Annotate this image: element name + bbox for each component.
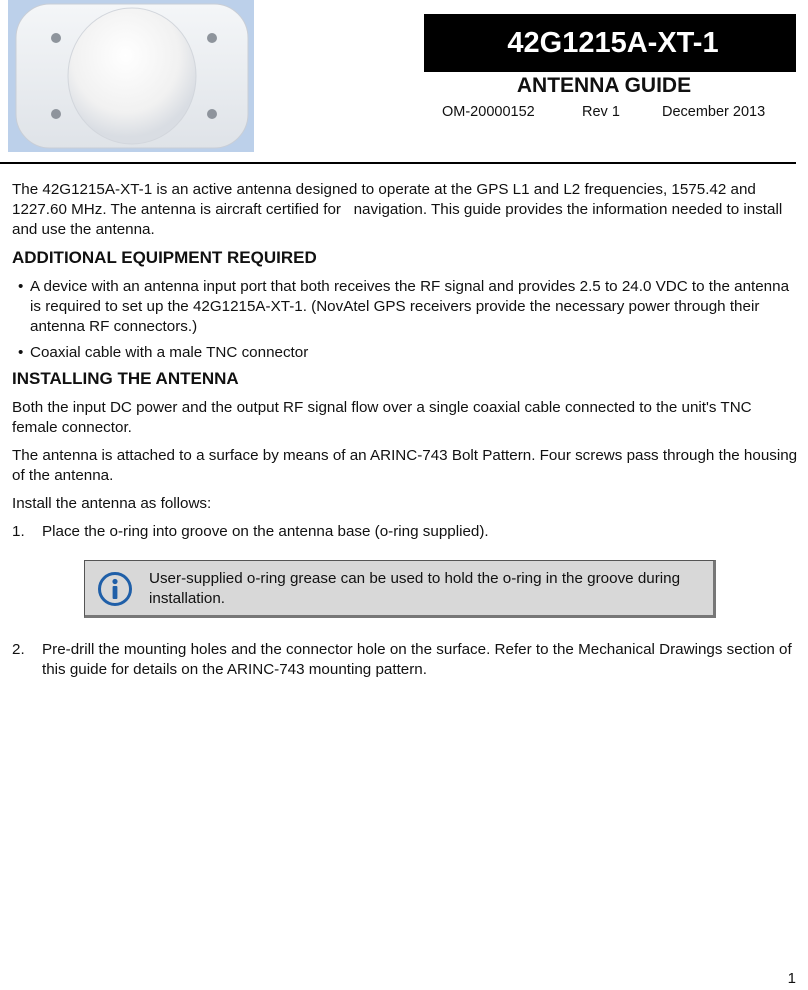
note-text: User-supplied o-ring grease can be used to hold the o-ring in the groove during installation. xyxy=(149,570,681,607)
info-note xyxy=(84,560,716,618)
document-body xyxy=(12,180,798,688)
step-2 xyxy=(12,640,798,680)
step-number: 1. xyxy=(12,523,25,540)
header-divider xyxy=(0,162,796,164)
step-1 xyxy=(12,522,798,542)
list-item: • A device with an antenna input port that both receives the RF signal and provides 2.5 to 24.0 VDC to the antenna is required to set up the 42G1215A-XT-1. (NovAtel GPS receivers provide the necessary power through their antenna RF connectors.) xyxy=(12,277,798,337)
model-title: 42G1215A-XT-1 xyxy=(424,14,796,72)
equipment-heading: ADDITIONAL EQUIPMENT REQUIRED xyxy=(12,248,317,267)
doc-date: December 2013 xyxy=(662,104,766,120)
revision: Rev 1 xyxy=(582,104,620,120)
installing-heading: INSTALLING THE ANTENNA xyxy=(12,369,239,388)
intro-paragraph: The 42G1215A-XT-1 is an active antenna designed to operate at the GPS L1 and L2 frequencies, 1575.42 and 1227.60 MHz. The antenna is aircraft certified for navigation. This guide provides the information needed to install and use the antenna. xyxy=(12,181,783,238)
antenna-photo xyxy=(8,0,254,152)
equipment-list xyxy=(12,277,798,363)
doc-number: OM-20000152 xyxy=(442,104,535,120)
step-number: 2. xyxy=(12,641,25,658)
info-icon xyxy=(97,571,133,613)
step-text: Place the o-ring into groove on the antenna base (o-ring supplied). xyxy=(42,523,489,540)
installing-paragraph-1: Both the input DC power and the output RF signal flow over a single coaxial cable connected to the unit's TNC female connector. xyxy=(12,399,752,436)
list-item: • Coaxial cable with a male TNC connector xyxy=(12,343,798,363)
installing-paragraph-2: The antenna is attached to a surface by means of an ARINC-743 Bolt Pattern. Four screws pass through the housing of the antenna. xyxy=(12,447,798,484)
installing-paragraph-3: Install the antenna as follows: xyxy=(12,495,212,512)
page-number: 1 xyxy=(787,970,796,987)
doc-title: ANTENNA GUIDE xyxy=(516,74,692,97)
step-text: Pre-drill the mounting holes and the connector hole on the surface. Refer to the Mechanical Drawings section of this guide for details on the ARINC-743 mounting pattern. xyxy=(42,641,792,678)
